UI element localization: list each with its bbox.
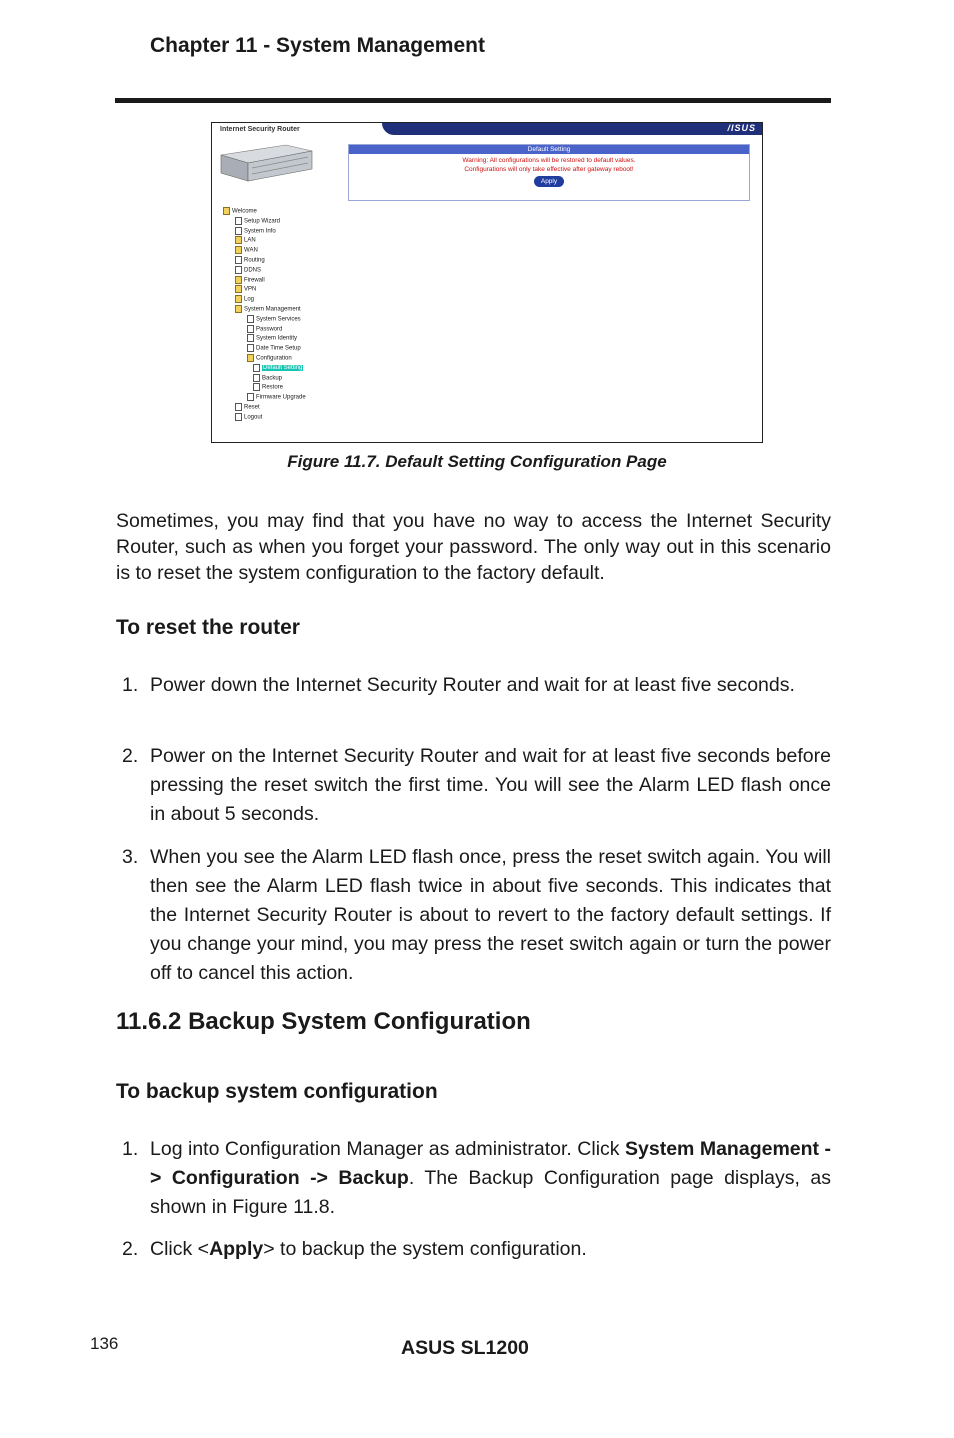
tree-item[interactable] (215, 374, 306, 384)
page-icon (235, 403, 242, 411)
tree-item[interactable] (215, 246, 306, 256)
folder-icon (235, 305, 242, 313)
default-setting-panel (348, 144, 750, 201)
warning-text (349, 156, 749, 174)
tree-item[interactable] (215, 266, 306, 276)
folder-icon (235, 246, 242, 254)
step-text-post: . The Backup Configuration page displays, as shown in Figure 11.8. (150, 1167, 831, 1218)
section-title: 11.6.2 Backup System Configuration (116, 1008, 531, 1035)
folder-icon (235, 276, 242, 284)
step-text: When you see the Alarm LED flash once, press the reset switch again. You will then see the Alarm LED flash twice in about five seconds. This indicates that the Internet Security Router is about to revert to the factory default settings. If you change your mind, you may press the reset switch again or turn the power off to cancel this action. (150, 846, 831, 984)
folder-icon (235, 236, 242, 244)
folder-icon (247, 354, 254, 362)
page-icon (235, 266, 242, 274)
tree-item-label: System Services (256, 316, 301, 323)
header-rule (115, 98, 831, 103)
tree-item[interactable] (215, 325, 306, 335)
page-icon (253, 374, 260, 382)
panel-heading: Default Setting (349, 145, 749, 154)
step-number: 1. (122, 674, 139, 696)
page-icon (247, 393, 254, 401)
tree-item-label: Date Time Setup (256, 345, 301, 352)
tree-item-label: VPN (244, 286, 257, 293)
top-banner (382, 123, 762, 135)
tree-item-label: Logout (244, 414, 263, 421)
tree-item[interactable] (215, 413, 306, 423)
step-text-pre: Click < (150, 1238, 210, 1260)
tree-item-label: System Info (244, 228, 276, 235)
page-icon (235, 413, 242, 421)
tree-item[interactable] (215, 217, 306, 227)
app-title: Internet Security Router (220, 126, 300, 133)
step-text: Power down the Internet Security Router and wait for at least five seconds. (150, 674, 795, 696)
step-text-post: > to backup the system configuration. (263, 1238, 587, 1260)
router-image (216, 137, 316, 187)
tree-item-label: Backup (262, 375, 283, 382)
page-icon (247, 315, 254, 323)
reset-heading: To reset the router (116, 616, 300, 639)
page-icon (247, 325, 254, 333)
page-icon (253, 383, 260, 391)
page-icon (235, 217, 242, 225)
tree-item-label: System Management (244, 306, 301, 313)
tree-item[interactable] (215, 305, 306, 315)
tree-item-label: Firewall (244, 277, 265, 284)
step-number: 3. (122, 846, 139, 868)
navigation-tree (215, 207, 306, 423)
step-text: Power on the Internet Security Router and wait for at least five seconds before pressing the reset switch the first time. You will see the Alarm LED flash once in about 5 seconds. (150, 745, 831, 825)
page-icon (253, 364, 260, 372)
folder-icon (223, 207, 230, 215)
backup-step-1 (122, 1135, 831, 1222)
step-text-pre: Log into Configuration Manager as administrator. Click (150, 1138, 626, 1160)
tree-item[interactable] (215, 285, 306, 295)
page-icon (235, 227, 242, 235)
page-number: 136 (90, 1334, 119, 1353)
tree-item-label: Password (256, 326, 283, 333)
tree-item-label: Log (244, 296, 255, 303)
folder-icon (235, 295, 242, 303)
page-icon (247, 334, 254, 342)
intro-paragraph: Sometimes, you may find that you have no way to access the Internet Security Router, such as when you forget your password. The only way out in this scenario is to reset the system configuration to the factory default. (116, 510, 831, 584)
asus-logo: /ISUS (727, 123, 756, 133)
footer-product: ASUS SL1200 (401, 1337, 529, 1359)
tree-item[interactable] (215, 354, 306, 364)
tree-item-label: Restore (262, 384, 284, 391)
tree-item-label: System Identity (256, 335, 298, 342)
page-icon (247, 344, 254, 352)
tree-item-label: Setup Wizard (244, 218, 281, 225)
tree-item[interactable] (215, 236, 306, 246)
tree-item-label: Welcome (232, 208, 257, 215)
tree-item-label: Configuration (256, 355, 292, 362)
tree-item[interactable] (215, 256, 306, 266)
tree-item-label: Routing (244, 257, 265, 264)
tree-item-label: WAN (244, 247, 258, 254)
step-number: 2. (122, 745, 139, 767)
tree-item-label: DDNS (244, 267, 262, 274)
step-number: 2. (122, 1238, 139, 1260)
tree-item[interactable] (215, 276, 306, 286)
tree-item[interactable] (215, 315, 306, 325)
figure-caption: Figure 11.7. Default Setting Configuration Page (287, 452, 667, 471)
tree-item-label: Firmware Upgrade (256, 394, 306, 401)
tree-item[interactable] (215, 295, 306, 305)
tree-item-label: LAN (244, 237, 256, 244)
tree-item[interactable] (215, 207, 306, 217)
backup-heading: To backup system configuration (116, 1080, 438, 1103)
tree-item[interactable] (215, 364, 306, 374)
tree-item-label: Default Setting (263, 365, 303, 372)
reset-step-2 (122, 742, 831, 829)
tree-item[interactable] (215, 344, 306, 354)
chapter-title: Chapter 11 - System Management (150, 34, 485, 57)
tree-item[interactable] (215, 227, 306, 237)
tree-item[interactable] (215, 334, 306, 344)
app-header (212, 123, 324, 203)
step-number: 1. (122, 1138, 139, 1160)
warning-line-1: Warning: All configurations will be restored to default values. (462, 157, 636, 164)
reset-step-1 (122, 671, 831, 700)
tree-item[interactable] (215, 393, 306, 403)
tree-item-label: Reset (244, 404, 260, 411)
warning-line-2: Configurations will only take effective after gateway reboot! (464, 166, 634, 173)
tree-item[interactable] (215, 403, 306, 413)
page-icon (235, 256, 242, 264)
menu-path: System Management -> Configuration -> Backup (150, 1138, 831, 1189)
screenshot-figure (211, 122, 763, 443)
apply-label: Apply (209, 1238, 264, 1260)
reset-step-3 (122, 843, 831, 988)
tree-item[interactable] (215, 383, 306, 393)
folder-icon (235, 285, 242, 293)
backup-step-2 (122, 1235, 831, 1264)
apply-button[interactable]: Apply (534, 176, 564, 187)
